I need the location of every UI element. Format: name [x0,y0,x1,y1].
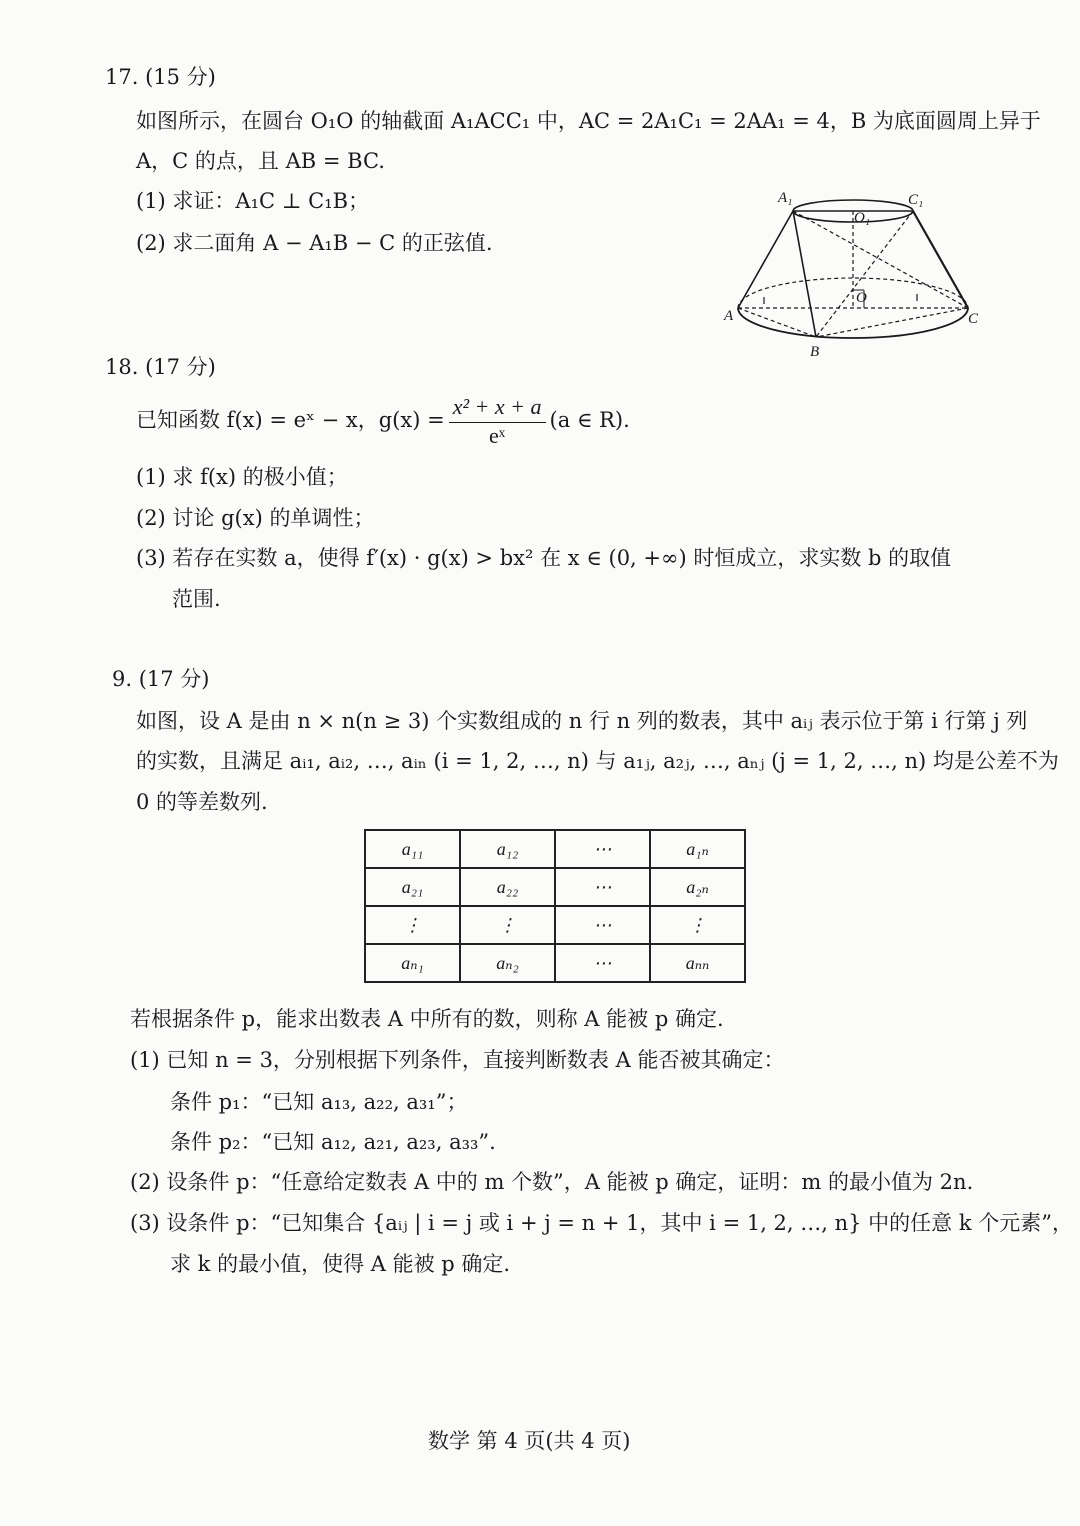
q18-frac-numerator: x² + x + a [449,394,546,423]
label-b: B [810,344,820,360]
q18-stem-prefix: 已知函数 f(x) = eˣ − x，g(x) = [136,408,445,432]
q17-part1: (1) 求证：A₁C ⊥ C₁B； [136,189,370,213]
table-cell: ⋯ [555,868,650,906]
q18-part1: (1) 求 f(x) 的极小值； [136,465,348,489]
q19-part3-line1: (3) 设条件 p：“已知集合 {aᵢⱼ | i = j 或 i + j = n + 1，其中 i = 1, 2, …, n} 中的任意 k 个元素”， [130,1211,1073,1235]
q18-stem-suffix: (a ∈ R). [549,408,630,432]
table-cell: ⋮ [460,906,555,944]
table-cell: a₁₁ [365,830,460,868]
q19-stem-line1: 如图，设 A 是由 n × n(n ≥ 3) 个实数组成的 n 行 n 列的数表，其中 aᵢⱼ 表示位于第 i 行第 j 列 [136,709,1028,733]
segment-c1b [816,211,913,337]
table-cell: ⋮ [650,906,745,944]
table-row [365,944,745,982]
segment-bc [816,308,968,337]
slant-right [913,211,968,308]
table-cell: aₙ₁ [365,944,460,982]
table-cell: a₂ₙ [650,868,745,906]
q18-heading: 18. (17 分) [105,355,216,379]
q18-part3-line2: 范围. [172,587,221,611]
label-a1: A₁ [778,190,793,206]
q19-stem-line2: 的实数，且满足 aᵢ₁, aᵢ₂, …, aᵢₙ (i = 1, 2, …, n) 与 a₁ⱼ, a₂ⱼ, …, aₙⱼ (j = 1, 2, …, n) 均是公差不为 [136,749,1059,773]
table-row [365,830,745,868]
table-row [365,906,745,944]
q18-part3-line1: (3) 若存在实数 a，使得 f′(x) · g(x) > bx² 在 x ∈ (0, +∞) 时恒成立，求实数 b 的取值 [136,546,952,570]
label-o: O [856,290,867,306]
q19-part2: (2) 设条件 p：“任意给定数表 A 中的 m 个数”，A 能被 p 确定，证明：m 的最小值为 2n. [130,1170,974,1194]
q19-cond2: 条件 p₂：“已知 a₁₂, a₂₁, a₂₃, a₃₃”. [170,1130,496,1154]
label-a: A [724,308,734,324]
label-c: C [968,311,979,327]
table-cell: a₁₂ [460,830,555,868]
bottom-base-front [738,308,968,338]
frustum-figure [720,180,990,360]
page-footer: 数学 第 4 页(共 4 页) [428,1429,631,1453]
q19-stem-line3: 0 的等差数列. [136,790,268,814]
table-cell: ⋮ [365,906,460,944]
label-c1: C₁ [908,192,924,208]
table-cell: ⋯ [555,906,650,944]
q18-frac-denominator: eˣ [489,423,506,448]
q17-heading: 17. (15 分) [105,65,216,89]
table-cell: a₁ₙ [650,830,745,868]
q18-part2: (2) 讨论 g(x) 的单调性； [136,506,375,530]
table-cell: aₙ₂ [460,944,555,982]
table-cell: ⋯ [555,830,650,868]
segment-a1b [793,211,816,337]
q19-part1: (1) 已知 n = 3，分别根据下列条件，直接判断数表 A 能否被其确定： [130,1048,785,1072]
table-cell: aₙₙ [650,944,745,982]
q17-stem-line1: 如图所示，在圆台 O₁O 的轴截面 A₁ACC₁ 中，AC = 2A₁C₁ = 2AA₁ = 4，B 为底面圆周上异于 [136,109,1041,133]
q19-heading: 9. (17 分) [112,667,210,691]
matrix-table [364,829,746,983]
table-cell: ⋯ [555,944,650,982]
q18-fraction [449,394,546,449]
label-o1: O₁ [854,210,871,226]
q17-stem-line2: A，C 的点，且 AB = BC. [136,149,385,173]
table-row [365,868,745,906]
q19-part3-line2: 求 k 的最小值，使得 A 能被 p 确定. [170,1252,511,1276]
segment-ab [738,308,816,337]
table-cell: a₂₂ [460,868,555,906]
q19-cond1: 条件 p₁：“已知 a₁₃, a₂₂, a₃₁”； [170,1090,468,1114]
table-cell: a₂₁ [365,868,460,906]
q19-after-table: 若根据条件 p，能求出数表 A 中所有的数，则称 A 能被 p 确定. [130,1007,724,1031]
slant-left [738,211,793,308]
q18-stem [136,392,630,449]
q17-part2: (2) 求二面角 A − A₁B − C 的正弦值. [136,231,493,255]
